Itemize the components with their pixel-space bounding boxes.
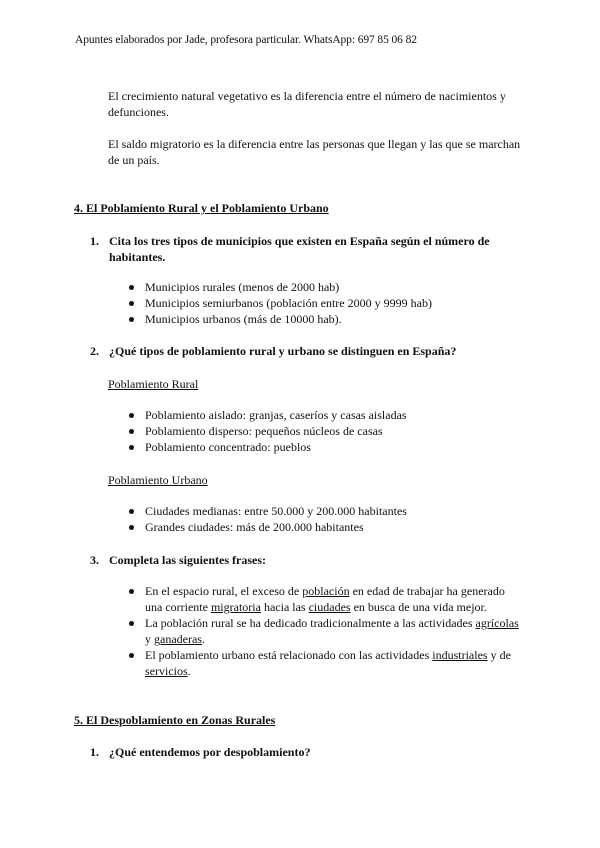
question-number: 3.	[90, 553, 99, 567]
urban-list	[0, 503, 407, 535]
page-header: Apuntes elaborados por Jade, profesora particular. WhatsApp: 697 85 06 82	[75, 34, 417, 46]
rural-subheading: Poblamiento Rural	[108, 377, 199, 391]
list-item: Poblamiento disperso: pequeños núcleos de casas	[0, 423, 407, 439]
question-text: ¿Qué entendemos por despoblamiento?	[109, 745, 311, 759]
rural-list	[0, 407, 407, 455]
list-item: Poblamiento concentrado: pueblos	[0, 439, 407, 455]
list-item: Municipios semiurbanos (población entre 2000 y 9999 hab)	[0, 295, 432, 311]
urban-subheading: Poblamiento Urbano	[108, 473, 208, 487]
question-text: Completa las siguientes frases:	[109, 553, 266, 567]
list-item: El poblamiento urbano está relacionado con las actividades industriales y de servicios.	[0, 647, 520, 679]
question-4-3	[90, 552, 510, 568]
answer-word: migratoria	[210, 600, 261, 614]
question-number: 2.	[90, 344, 99, 358]
list-item: Ciudades medianas: entre 50.000 y 200.000 habitantes	[0, 503, 407, 519]
answer-word: industriales	[432, 648, 488, 662]
question-4-1	[90, 233, 510, 265]
answer-word: ganaderas	[154, 632, 202, 646]
answer-word: población	[302, 584, 350, 598]
list-item: En el espacio rural, el exceso de población en edad de trabajar ha generado una corriente migratoria hacia las ciudades en busca de una vida mejor.	[0, 583, 520, 615]
question-4-2	[90, 343, 510, 359]
list-item: La población rural se ha dedicado tradicionalmente a las actividades agrícolas y ganaderas.	[0, 615, 520, 647]
intro-paragraph-1: El crecimiento natural vegetativo es la diferencia entre el número de nacimientos y defunciones.	[108, 89, 506, 119]
answer-word: agrícolas	[475, 616, 519, 630]
list-item: Poblamiento aislado: granjas, caseríos y casas aisladas	[0, 407, 407, 423]
question-text: ¿Qué tipos de poblamiento rural y urbano se distinguen en España?	[109, 344, 457, 358]
municipios-list	[0, 279, 432, 327]
question-number: 1.	[90, 234, 99, 248]
answer-word: ciudades	[308, 600, 351, 614]
question-text: Cita los tres tipos de municipios que existen en España según el número de habitantes.	[109, 234, 490, 264]
list-item: Municipios rurales (menos de 2000 hab)	[0, 279, 432, 295]
question-number: 1.	[90, 745, 99, 759]
list-item: Municipios urbanos (más de 10000 hab).	[0, 311, 432, 327]
answer-word: servicios	[145, 664, 188, 678]
question-5-1	[90, 744, 510, 760]
intro-paragraph-2: El saldo migratorio es la diferencia entre las personas que llegan y las que se marchan de un país.	[108, 137, 521, 167]
section-5-heading: 5. El Despoblamiento en Zonas Rurales	[74, 713, 276, 727]
list-item: Grandes ciudades: más de 200.000 habitantes	[0, 519, 407, 535]
sentences-list	[0, 583, 520, 679]
section-4-heading: 4. El Poblamiento Rural y el Poblamiento Urbano	[74, 201, 329, 215]
